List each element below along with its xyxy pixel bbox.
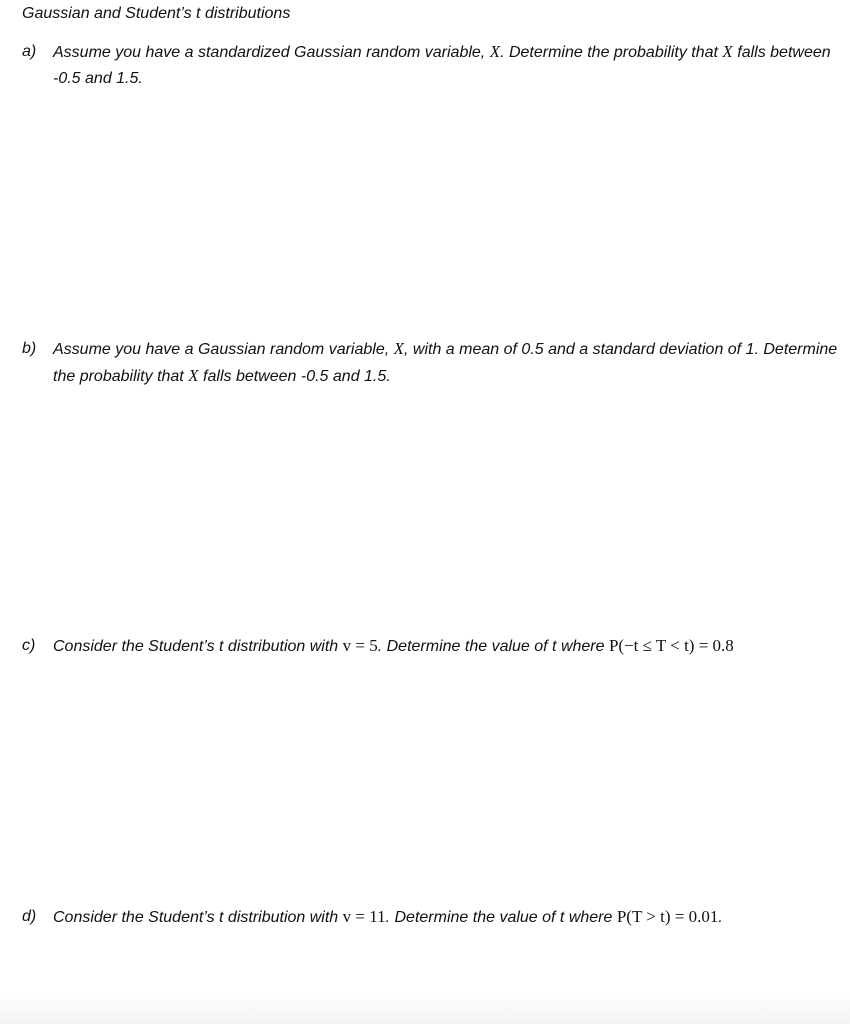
question-label: d): [22, 908, 37, 925]
question-text-part: Assume you have a Gaussian random variable,: [53, 341, 394, 358]
question-text-part: Consider the Student’s t distribution with: [53, 909, 343, 926]
question-label: c): [22, 637, 36, 654]
question-text-part: . Determine the value of t where: [377, 638, 609, 655]
question-text-part: , with a mean of 0.5 and a standard deviation of 1. Determine the probability that: [53, 341, 838, 385]
math-expression: v = 11: [342, 907, 386, 926]
math-expression: v = 5: [342, 636, 378, 655]
question-text-part: .: [718, 909, 723, 926]
question-text: [53, 39, 838, 92]
question-text-part: falls between -0.5 and 1.5.: [198, 368, 391, 385]
question-text-part: falls between -0.5 and 1.5.: [53, 44, 831, 87]
math-variable: X: [393, 339, 405, 358]
question-text: [53, 633, 838, 660]
question-label: b): [22, 340, 37, 357]
math-expression: P(−t ≤ T < t) = 0.8: [608, 636, 734, 655]
question-label: a): [22, 43, 37, 60]
question-c: [22, 633, 838, 660]
question-text-part: Consider the Student’s t distribution with: [53, 638, 343, 655]
page-bottom-edge: [0, 990, 850, 1024]
question-text-part: . Determine the value of t where: [385, 909, 617, 926]
question-a: [22, 39, 838, 92]
question-d: [22, 904, 838, 931]
question-text: [53, 336, 838, 390]
math-expression: P(T > t) = 0.01: [616, 907, 719, 926]
question-text: [53, 904, 838, 931]
math-variable: X: [489, 42, 501, 61]
question-text-part: Assume you have a standardized Gaussian random variable,: [53, 44, 490, 61]
page-title: Gaussian and Student’s t distributions: [22, 5, 291, 22]
question-b: [22, 336, 838, 390]
question-text-part: . Determine the probability that: [500, 44, 723, 61]
math-variable: X: [188, 366, 199, 385]
math-variable: X: [722, 42, 733, 61]
